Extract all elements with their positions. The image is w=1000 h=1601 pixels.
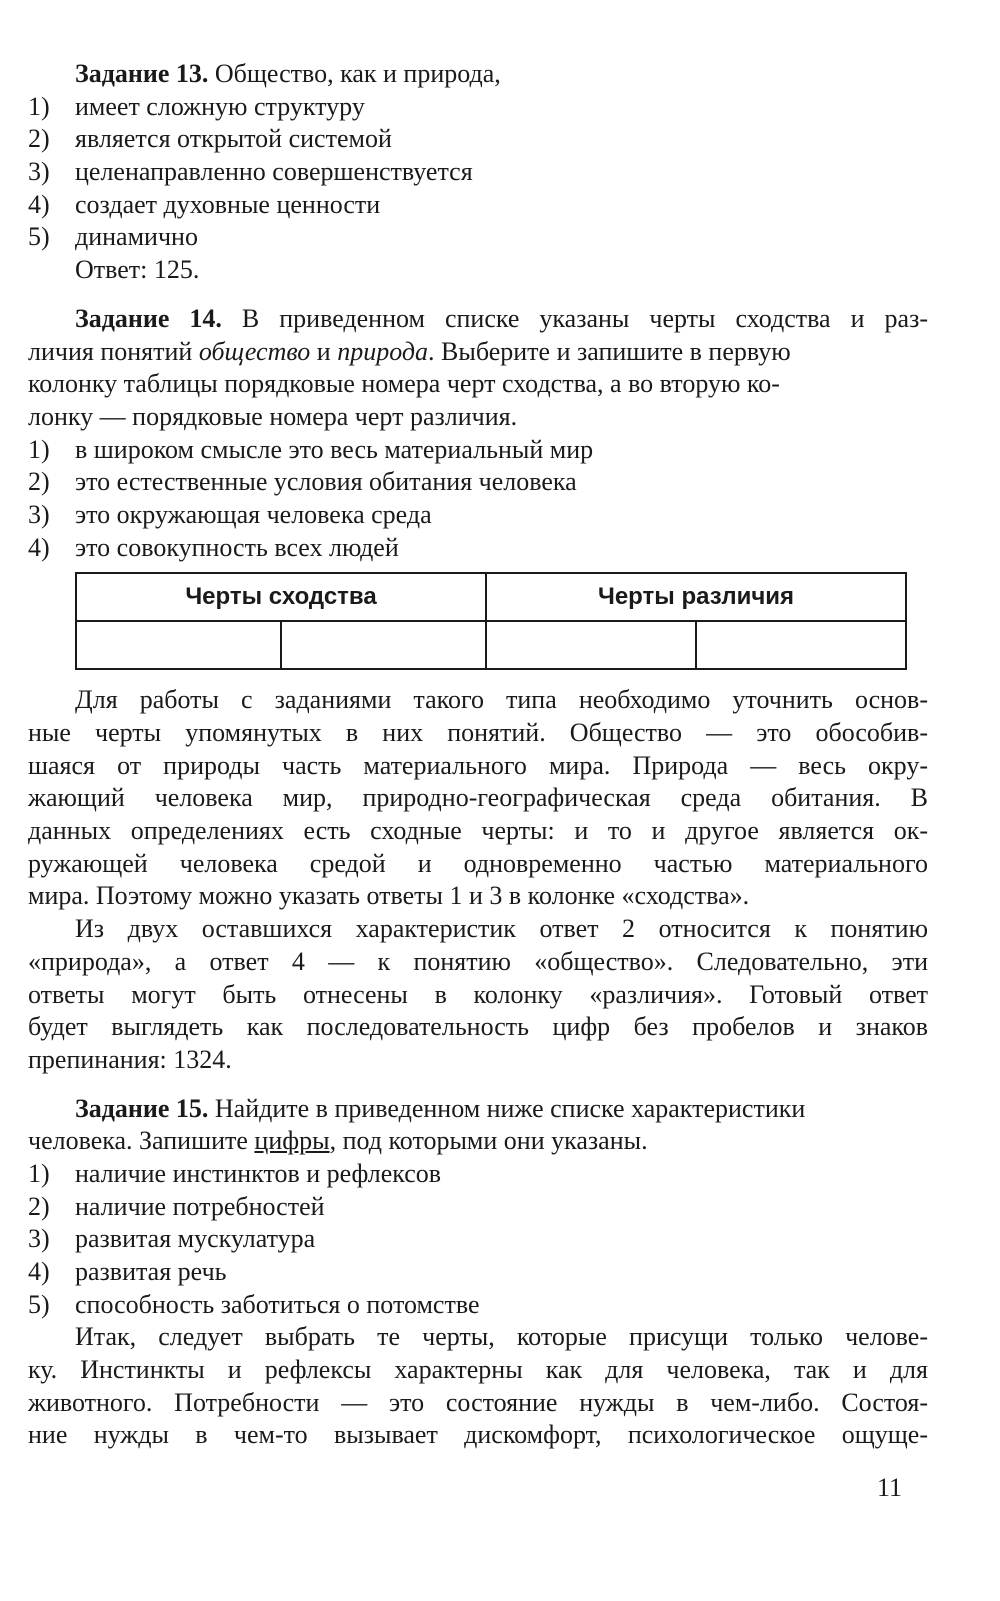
task14-line-2: личия понятий общество и природа. Выберите и запишите в первую xyxy=(28,336,791,366)
answer-table xyxy=(75,572,907,670)
text-line: шаяся от природы часть материального мира. Природа — весь окру- xyxy=(28,750,928,780)
list-item: 5) динамично xyxy=(28,222,198,252)
answer-table-row xyxy=(76,621,906,669)
text-line: животного. Потребности — это состояние нужды в чем-либо. Состоя- xyxy=(28,1387,928,1417)
text-line: ку. Инстинкты и рефлексы характерны как для человека, так и для xyxy=(28,1355,928,1385)
text-line: мира. Поэтому можно указать ответы 1 и 3 в колонке «сходства». xyxy=(28,881,750,911)
page-body xyxy=(28,58,928,1452)
text-line: Для работы с заданиями такого типа необходимо уточнить основ- xyxy=(75,685,928,715)
task14-label: Задание 14. xyxy=(75,303,222,333)
task13-list xyxy=(28,91,928,254)
task15-line-2: человека. Запишите цифры, под которыми они указаны. xyxy=(28,1126,648,1156)
text-line: Итак, следует выбрать те черты, которые присущи только челове- xyxy=(75,1322,928,1352)
task15-line-1: Задание 15. Найдите в приведенном ниже списке характеристики xyxy=(75,1093,806,1123)
list-item: 4) создает духовные ценности xyxy=(28,189,381,219)
list-item: 2) наличие потребностей xyxy=(28,1191,325,1221)
text-line: препинания: 1324. xyxy=(28,1044,232,1074)
list-item: 2) это естественные условия обитания человека xyxy=(28,467,577,497)
text-line: ные черты упомянутых в них понятий. Общество — это обособив- xyxy=(28,718,928,747)
explanation-15 xyxy=(28,1321,928,1452)
task13-answer: Ответ: 125. xyxy=(75,255,200,285)
explanation-14 xyxy=(28,684,928,1076)
text-line: будет выглядеть как последовательность цифр без пробелов и знаков xyxy=(28,1012,928,1042)
col-similarity-header: Черты сходства xyxy=(76,573,486,621)
text-line: ружающей человека средой и одновременно частью материального xyxy=(28,848,928,878)
task13-heading xyxy=(28,58,928,91)
answer-cell[interactable] xyxy=(486,621,696,669)
task14-line-3: колонку таблицы порядковые номера черт сходства, а во вторую ко- xyxy=(28,369,780,399)
task14-list xyxy=(28,434,928,565)
list-item: 1) наличие инстинктов и рефлексов xyxy=(28,1158,442,1188)
list-item: 1) имеет сложную структуру xyxy=(28,91,365,121)
task13-intro: Общество, как и природа, xyxy=(214,59,501,88)
list-item: 1) в широком смысле это весь материальный мир xyxy=(28,434,594,464)
answer-cell[interactable] xyxy=(76,621,281,669)
text-line: жающий человека мир, природно-географическая среда обитания. В xyxy=(28,783,928,813)
list-item: 4) развитая речь xyxy=(28,1257,227,1286)
answer-cell[interactable] xyxy=(696,621,906,669)
list-item: 3) развитая мускулатура xyxy=(28,1224,316,1254)
text-line: ответы могут быть отнесены в колонку «различия». Готовый ответ xyxy=(28,979,928,1009)
answer-table-header xyxy=(76,573,906,621)
task14-line-4: лонку — порядковые номера черт различия. xyxy=(28,401,518,431)
answer-cell[interactable] xyxy=(281,621,486,669)
list-item: 4) это совокупность всех людей xyxy=(28,532,399,562)
text-line: данных определениях есть сходные черты: и то и другое является ок- xyxy=(28,816,928,846)
col-difference-header: Черты различия xyxy=(486,573,906,621)
task14-line-1: Задание 14. В приведенном списке указаны черты сходства и раз- xyxy=(75,303,928,333)
task15-list xyxy=(28,1158,928,1321)
task15-label: Задание 15. xyxy=(75,1093,209,1123)
list-item: 5) способность заботиться о потомстве xyxy=(28,1289,480,1319)
list-item: 3) это окружающая человека среда xyxy=(28,499,432,529)
page-number: 11 xyxy=(876,1473,902,1502)
list-item: 2) является открытой системой xyxy=(28,124,392,154)
list-item: 3) целенаправленно совершенствуется xyxy=(28,157,473,187)
task13-label: Задание 13. xyxy=(75,59,209,88)
text-line: «природа», а ответ 4 — к понятию «общество». Следовательно, эти xyxy=(28,946,928,976)
text-line: ние нужды в чем-то вызывает дискомфорт, психологическое ощуще- xyxy=(28,1420,928,1450)
text-line: Из двух оставшихся характеристик ответ 2 относится к понятию xyxy=(75,914,928,944)
